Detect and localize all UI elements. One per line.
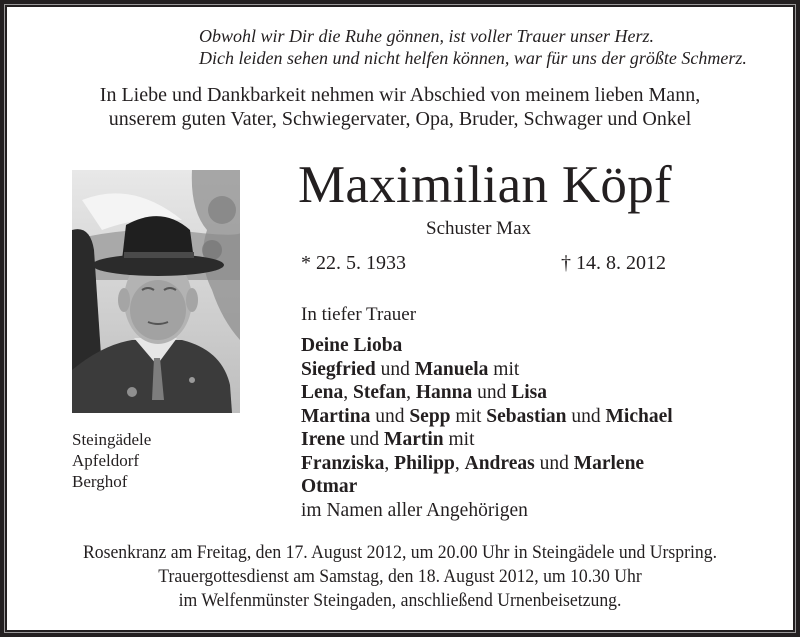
mourner-name: Philipp (394, 452, 455, 474)
portrait-image (72, 170, 240, 413)
death-date: † 14. 8. 2012 (561, 252, 666, 274)
mourner-name: Lisa (511, 382, 547, 403)
place-item: Steingädele (72, 430, 152, 449)
place-item: Apfeldorf (72, 451, 140, 470)
mourner-line (301, 381, 673, 405)
mourner-line (301, 428, 673, 452)
mourner-name: Sebastian (486, 405, 567, 427)
funeral-service-info: Trauergottesdienst am Samstag, den 18. August 2012, um 10.30 Uhr (158, 566, 642, 587)
connector-text: mit (488, 358, 520, 380)
mourner-name: Otmar (301, 476, 358, 497)
mourner-name: Marlene (573, 452, 645, 474)
deceased-name: Maximilian Köpf (298, 156, 672, 214)
mourner-name: Michael (605, 405, 673, 427)
verse-line-2: Dich leiden sehen und nicht helfen können, war für uns der größte Schmerz. (199, 48, 747, 68)
intro-line-2: unserem guten Vater, Schwiegervater, Opa, Bruder, Schwager und Onkel (108, 108, 692, 130)
connector-text: und (370, 405, 410, 427)
mourner-name: Sepp (409, 405, 451, 427)
connector-text: mit (443, 429, 475, 450)
connector-text: und (472, 382, 512, 403)
intro-line-1: In Liebe und Dankbarkeit nehmen wir Abschied von meinem lieben Mann, (99, 84, 701, 106)
mourner-line (301, 334, 673, 358)
places-list (72, 429, 151, 492)
birth-date: * 22. 5. 1933 (301, 252, 406, 274)
obituary-notice (7, 7, 793, 630)
mourning-heading: In tiefer Trauer (301, 304, 417, 325)
deceased-nickname: Schuster Max (426, 218, 532, 239)
mourner-name: Martin (384, 429, 444, 450)
connector-text: und (534, 452, 574, 474)
mourner-name: Siegfried (301, 358, 376, 380)
mourner-name: Martina (301, 405, 371, 427)
mourner-line (301, 358, 673, 382)
connector-text: , (454, 452, 465, 474)
connector-text: , (406, 382, 416, 403)
connector-text: mit (450, 405, 487, 427)
verse-line-1: Obwohl wir Dir die Ruhe gönnen, ist voller Trauer unser Herz. (199, 26, 654, 46)
mourner-line (301, 475, 673, 499)
place-item: Berghof (72, 472, 128, 491)
mourner-line (301, 452, 673, 476)
mourner-name: Franziska (301, 452, 385, 474)
connector-text: , (384, 452, 395, 474)
rosary-info: Rosenkranz am Freitag, den 17. August 2012, um 20.00 Uhr in Steingädele und Urspring. (82, 542, 718, 563)
connector-text: und (566, 405, 606, 427)
mourner-name: Manuela (414, 358, 489, 380)
mourner-name: Stefan (353, 382, 407, 403)
portrait-photo (72, 170, 240, 413)
mourner-name: Irene (301, 429, 346, 450)
mourner-name: Lena (301, 382, 344, 403)
mourner-closing: im Namen aller Angehörigen (301, 499, 528, 521)
funeral-location-info: im Welfenmünster Steingaden, anschließend Urnenbeisetzung. (178, 590, 622, 611)
mourner-name: Hanna (415, 382, 473, 403)
connector-text: , (343, 382, 354, 403)
mourner-name: Andreas (464, 452, 535, 474)
connector-text: und (375, 358, 415, 380)
mourners-list (301, 334, 673, 522)
mourner-line (301, 405, 673, 429)
connector-text: und (345, 429, 385, 450)
mourner-name: Deine Lioba (301, 335, 403, 356)
